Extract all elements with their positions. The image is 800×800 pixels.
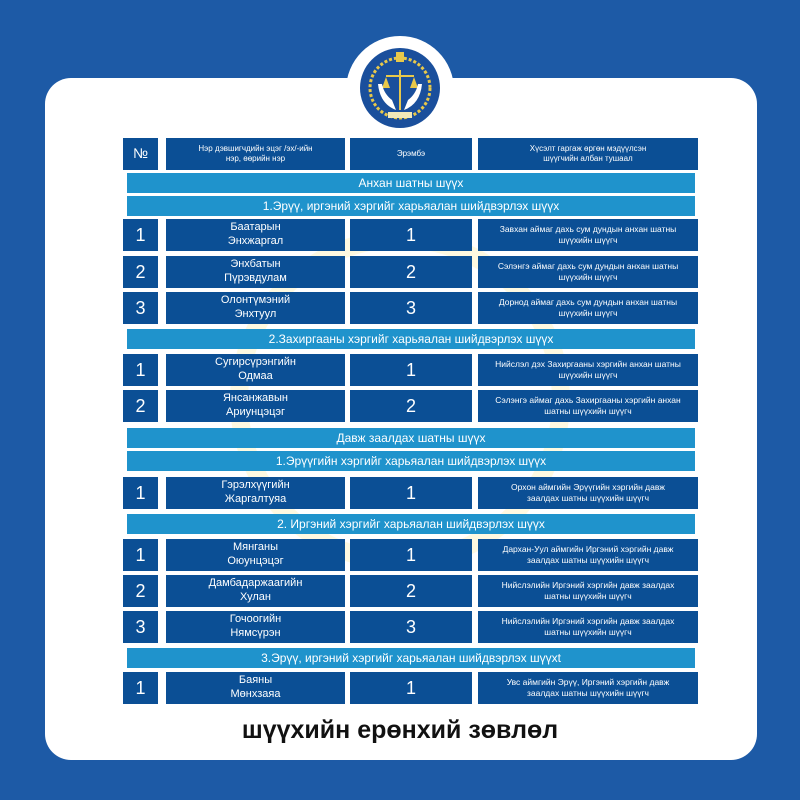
candidate-name: Дамбадаржаагийн Хулан bbox=[166, 575, 345, 607]
candidate-position: Увс аймгийн Эрүү, Иргэний хэргийн давж заалдах шатны шүүхийн шүүгч bbox=[478, 672, 698, 704]
candidate-position: Нийслэлийн Иргэний хэргийн давж заалдах шатны шүүхийн шүүгч bbox=[478, 611, 698, 643]
candidate-position: Сэлэнгэ аймаг дахь Захиргааны хэргийн анхан шатны шүүхийн шүүгч bbox=[478, 390, 698, 422]
candidate-rank: 1 bbox=[350, 539, 472, 571]
candidate-name: Баатарын Энхжаргал bbox=[166, 219, 345, 251]
candidate-rank: 1 bbox=[350, 354, 472, 386]
candidate-name: Олонтүмэний Энхтуул bbox=[166, 292, 345, 324]
candidate-name: Мянганы Оюунцэцэг bbox=[166, 539, 345, 571]
candidate-name: Янсанжавын Ариунцэцэг bbox=[166, 390, 345, 422]
row-number: 3 bbox=[123, 611, 158, 643]
row-number: 1 bbox=[123, 354, 158, 386]
candidate-position: Дорнод аймаг дахь сум дундын анхан шатны шүүхийн шүүгч bbox=[478, 292, 698, 324]
row-number: 2 bbox=[123, 256, 158, 288]
candidate-position: Завхан аймаг дахь сум дундын анхан шатны шүүхийн шүүгч bbox=[478, 219, 698, 251]
candidate-name: Гэрэлхүүгийн Жаргалтуяа bbox=[166, 477, 345, 509]
section-bar: Анхан шатны шүүх bbox=[127, 173, 695, 193]
section-bar: 1.Эрүүгийн хэргийг харьяалан шийдвэрлэх шүүх bbox=[127, 451, 695, 471]
row-number: 1 bbox=[123, 219, 158, 251]
candidate-rank: 3 bbox=[350, 611, 472, 643]
row-number: 1 bbox=[123, 539, 158, 571]
candidate-name: Баяны Мөнхзаяа bbox=[166, 672, 345, 704]
candidate-rank: 1 bbox=[350, 672, 472, 704]
footer-title: шүүхийн ерөнхий зөвлөл bbox=[241, 716, 559, 744]
header-position: Хүсэлт гаргаж өргөн мэдүүлсэн шүүгчийн албан тушаал bbox=[478, 138, 698, 170]
header-name: Нэр дэвшигчдийн эцэг /эх/-ийн нэр, өөрийн нэр bbox=[166, 138, 345, 170]
header-rank: Эрэмбэ bbox=[350, 138, 472, 170]
section-bar: 2.Захиргааны хэргийг харьяалан шийдвэрлэх шүүх bbox=[127, 329, 695, 349]
row-number: 2 bbox=[123, 575, 158, 607]
candidate-rank: 2 bbox=[350, 390, 472, 422]
candidate-name: Энхбатын Пүрэвдулам bbox=[166, 256, 345, 288]
section-bar: 1.Эрүү, иргэний хэргийг харьяалан шийдвэрлэх шүүх bbox=[127, 196, 695, 216]
candidate-rank: 3 bbox=[350, 292, 472, 324]
row-number: 1 bbox=[123, 672, 158, 704]
scales-of-justice-icon bbox=[360, 48, 440, 128]
section-bar: 2. Иргэний хэргийг харьяалан шийдвэрлэх шүүх bbox=[127, 514, 695, 534]
candidate-position: Орхон аймгийн Эрүүгийн хэргийн давж заалдах шатны шүүхийн шүүгч bbox=[478, 477, 698, 509]
candidate-position: Нийслэлийн Иргэний хэргийн давж заалдах шатны шүүхийн шүүгч bbox=[478, 575, 698, 607]
candidate-position: Нийслэл дэх Захиргааны хэргийн анхан шатны шүүхийн шүүгч bbox=[478, 354, 698, 386]
row-number: 3 bbox=[123, 292, 158, 324]
candidate-position: Дархан-Уул аймгийн Иргэний хэргийн давж заалдах шатны шүүхийн шүүгч bbox=[478, 539, 698, 571]
candidate-name: Гочоогийн Нямсүрэн bbox=[166, 611, 345, 643]
row-number: 2 bbox=[123, 390, 158, 422]
section-bar: 3.Эрүү, иргэний хэргийг харьяалан шийдвэрлэх шүүхt bbox=[127, 648, 695, 668]
candidate-position: Сэлэнгэ аймаг дахь сум дундын анхан шатны шүүхийн шүүгч bbox=[478, 256, 698, 288]
candidate-rank: 1 bbox=[350, 477, 472, 509]
candidate-rank: 2 bbox=[350, 575, 472, 607]
candidate-rank: 2 bbox=[350, 256, 472, 288]
judicial-council-emblem bbox=[360, 48, 440, 128]
section-bar: Давж заалдах шатны шүүх bbox=[127, 428, 695, 448]
row-number: 1 bbox=[123, 477, 158, 509]
candidate-name: Сугирсүрэнгийн Одмаа bbox=[166, 354, 345, 386]
header-no: № bbox=[123, 138, 158, 170]
candidate-rank: 1 bbox=[350, 219, 472, 251]
